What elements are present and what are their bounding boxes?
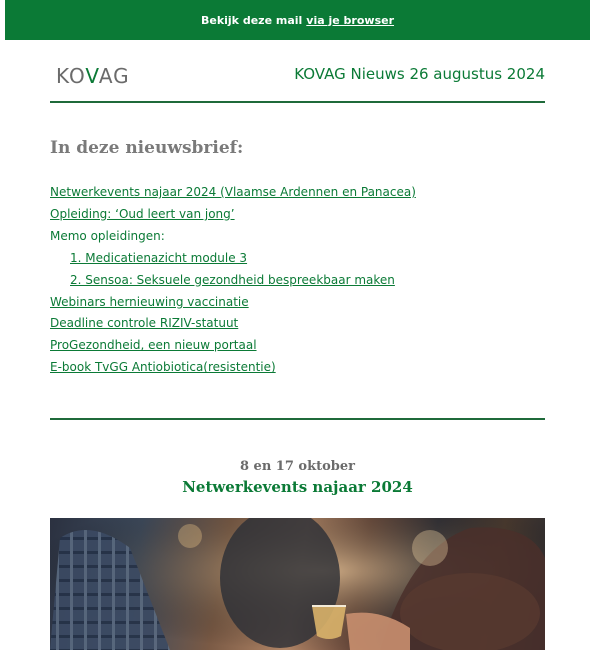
toc-link-sensoa[interactable]: 2. Sensoa: Seksuele gezondheid bespreekbaar maken: [70, 272, 395, 287]
event-photo: [50, 518, 545, 650]
toc-link-medicatienazicht[interactable]: 1. Medicatienazicht module 3: [70, 250, 248, 265]
view-in-browser-banner: [5, 0, 590, 40]
event-title: Netwerkevents najaar 2024: [182, 478, 413, 496]
toc-memo-label: Memo opleidingen:: [50, 228, 165, 243]
view-in-browser-link[interactable]: via je browser: [306, 13, 395, 27]
toc-link-ebook[interactable]: E-book TvGG Antiobiotica(resistentie): [50, 360, 276, 375]
event-photo-illustration: [50, 518, 545, 650]
toc-link-deadline[interactable]: Deadline controle RIZIV-statuut: [50, 316, 239, 331]
toc-link-netwerkevents[interactable]: Netwerkevents najaar 2024 (Vlaamse Ardennen en Panacea): [50, 185, 416, 199]
toc-link-opleiding[interactable]: Opleiding: ‘Oud leert van jong’: [50, 206, 235, 221]
toc-heading: In deze nieuwsbrief:: [50, 138, 244, 158]
table-of-contents: [50, 182, 545, 379]
toc-link-webinars[interactable]: Webinars hernieuwing vaccinatie: [50, 294, 249, 309]
toc-link-progezondheid[interactable]: ProGezondheid, een nieuw portaal: [50, 338, 257, 353]
banner-text: Bekijk deze mail: [200, 13, 303, 27]
newsletter-title: KOVAG Nieuws 26 augustus 2024: [294, 65, 545, 83]
event-date: 8 en 17 oktober: [239, 459, 355, 474]
newsletter-header: [50, 56, 545, 103]
section-divider: [50, 418, 545, 420]
kovag-logo[interactable]: KOVAG: [56, 64, 130, 88]
